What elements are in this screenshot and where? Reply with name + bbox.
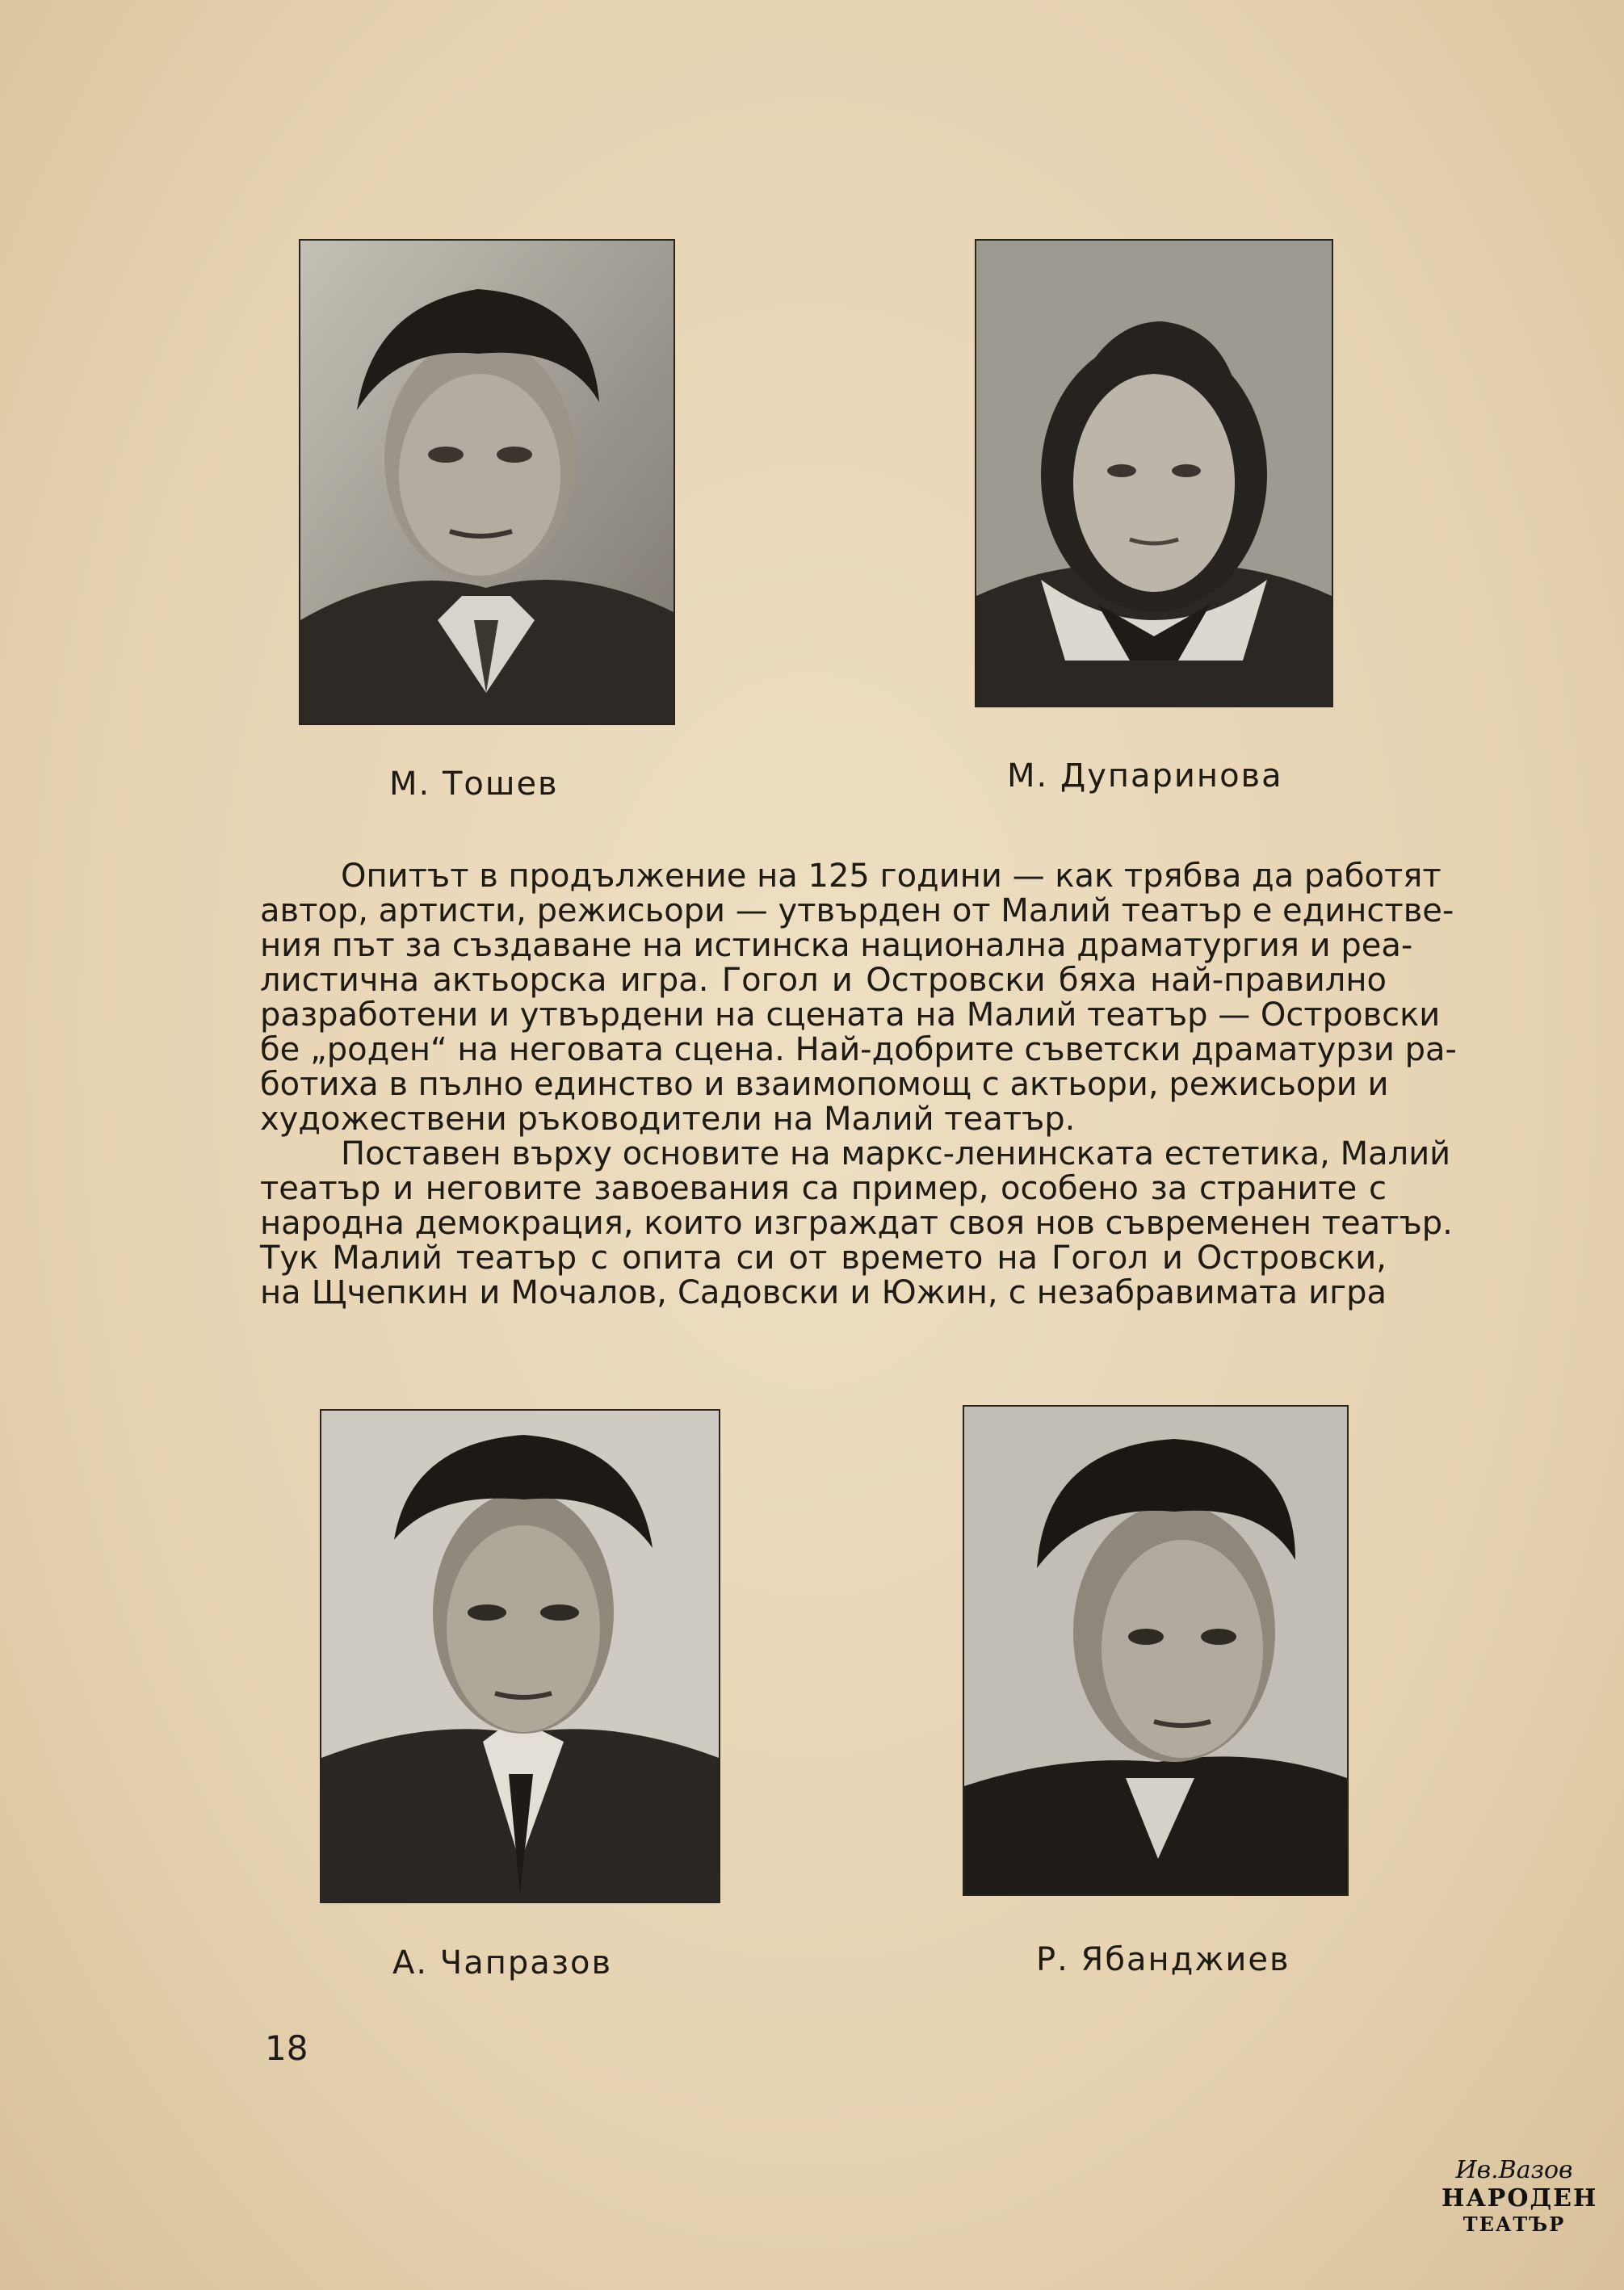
- text-line: Опитът в продължение на 125 години — как трябва да работят: [341, 858, 1441, 895]
- body-text: [260, 858, 1457, 1311]
- text-line: ботиха в пълно единство и взаимопомощ с актьори, режисьори и: [260, 1066, 1389, 1103]
- national-theatre-logo: [1441, 2156, 1598, 2253]
- logo-script: Ив.Вазов: [1455, 2156, 1573, 2184]
- text-line: автор, артисти, режисьори — утвърден от Малий театър е единстве-: [260, 892, 1454, 929]
- paragraph-2: [260, 1135, 1453, 1311]
- paragraph-1: [260, 858, 1457, 1138]
- portrait-photo-duparinova: [975, 239, 1333, 707]
- caption-toshev: М. Тошев: [389, 765, 559, 803]
- text-line: бе „роден“ на неговата сцена. Най-добрите съветски драматурзи ра-: [260, 1031, 1457, 1068]
- caption-duparinova: М. Дупаринова: [1007, 757, 1283, 795]
- caption-chaprazov: А. Чапразов: [392, 1944, 613, 1982]
- text-line: на Щчепкин и Мочалов, Садовски и Южин, с незабравимата игра: [260, 1274, 1387, 1311]
- text-line: листична актьорска игра. Гогол и Островски бяха най-правилно: [260, 962, 1387, 999]
- portrait-photo-toshev: [299, 239, 675, 725]
- logo-line-2: ТЕАТЪР: [1462, 2212, 1566, 2236]
- text-line: ния път за създаване на истинска национална драматургия и реа-: [260, 927, 1413, 964]
- caption-yabandzhiev: Р. Ябанджиев: [1036, 1941, 1290, 1978]
- text-line: Поставен върху основите на маркс-ленинската естетика, Малий: [341, 1135, 1451, 1172]
- logo-line-1: НАРОДЕН: [1441, 2184, 1598, 2212]
- portrait-photo-yabandzhiev: [963, 1405, 1349, 1896]
- text-line: театър и неговите завоевания са пример, особено за страните с: [260, 1170, 1387, 1207]
- text-line: Тук Малий театър с опита си от времето на Гогол и Островски,: [260, 1239, 1387, 1277]
- text-line: художествени ръководители на Малий театър.: [260, 1101, 1076, 1138]
- text-line: народна демокрация, които изграждат своя нов съвременен театър.: [260, 1205, 1453, 1242]
- text-line: разработени и утвърдени на сцената на Малий театър — Островски: [260, 996, 1441, 1034]
- portrait-photo-chaprazov: [320, 1409, 720, 1903]
- page-number: 18: [265, 2028, 308, 2068]
